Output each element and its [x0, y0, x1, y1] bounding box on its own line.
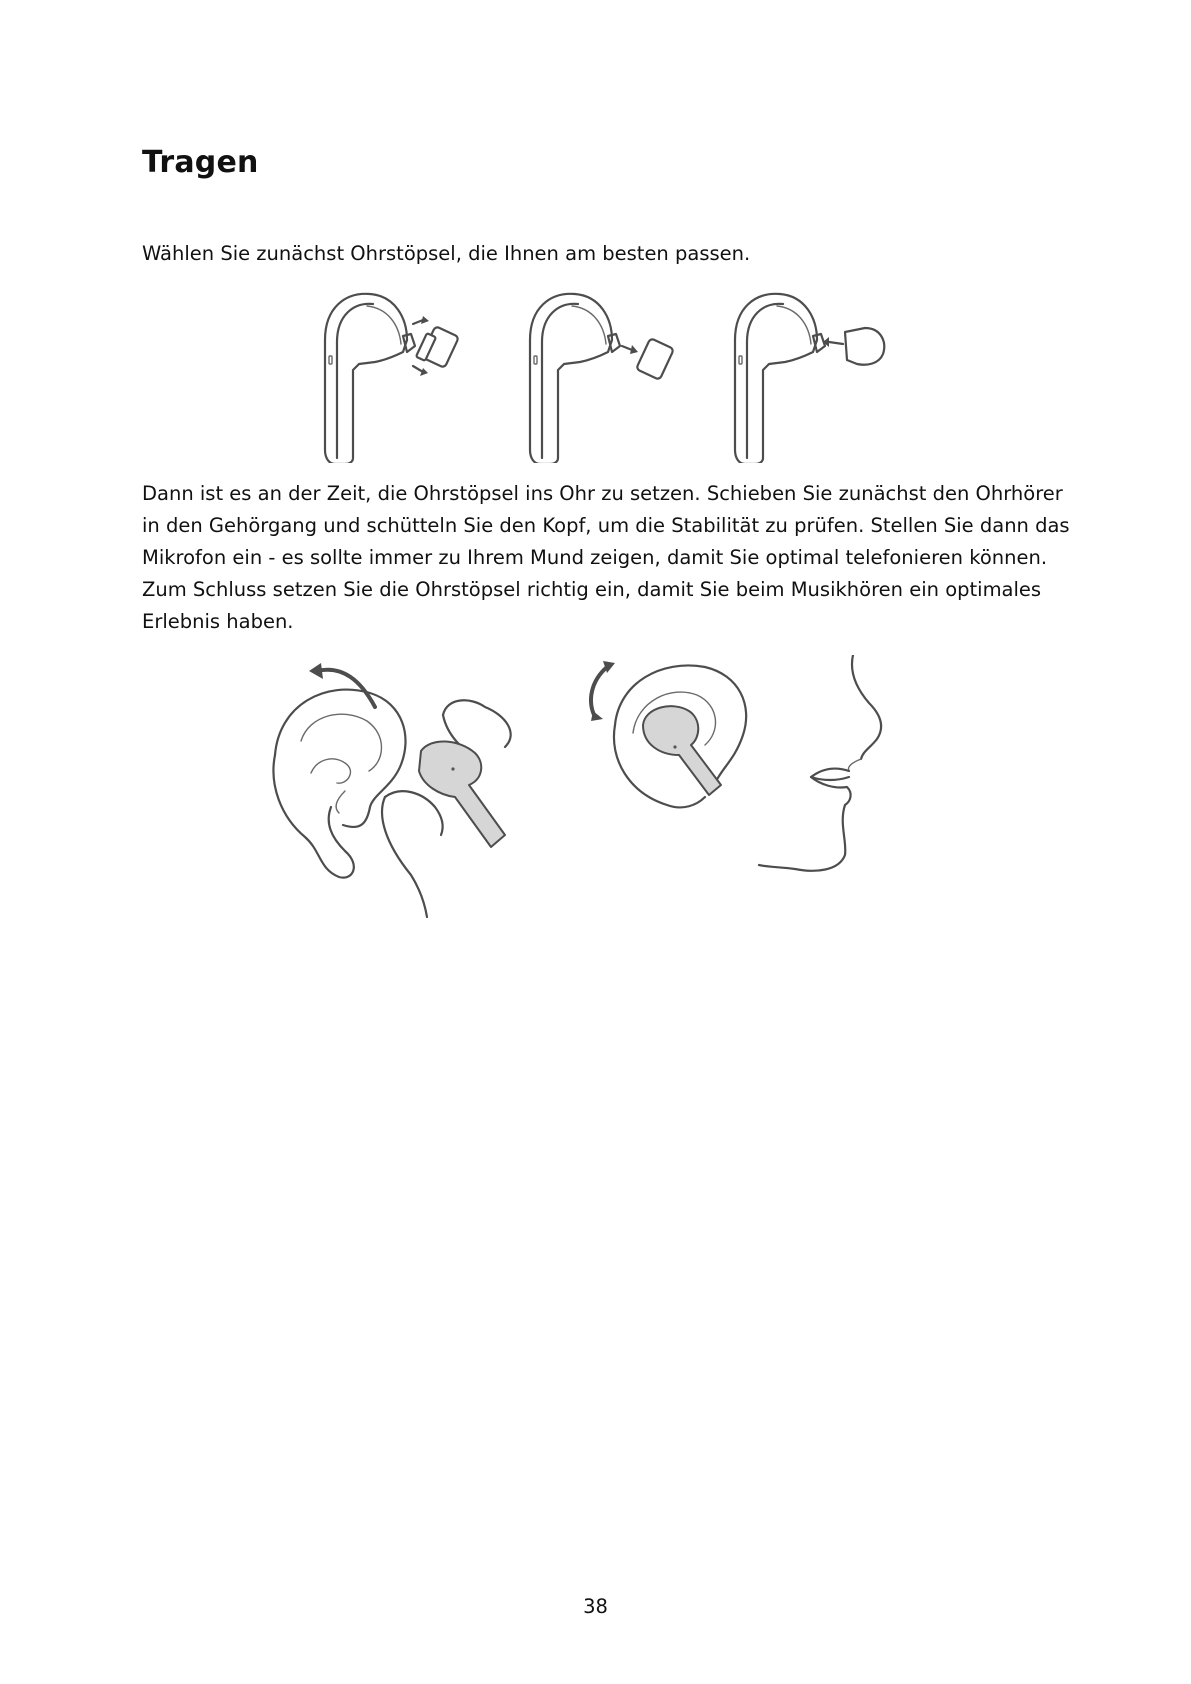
body-paragraph: Dann ist es an der Zeit, die Ohrstöpsel ins Ohr zu setzen. Schieben Sie zunächst den Ohrhörer in den Gehörgang und schütteln Sie den Kopf, um die Stabilität zu prüfen. Stellen Sie dann das Mikrofon ein - es sollte immer zu Ihrem Mund zeigen, damit Sie optimal telefonieren können. Zum Schluss setzen Sie die Ohrstöpsel richtig ein, damit Sie beim Musikhören ein optimales Erlebnis haben. — [142, 482, 1070, 633]
ear-tip-replacement-illustration — [315, 288, 925, 463]
page-number: 38 — [583, 1595, 608, 1618]
face-profile — [759, 655, 881, 871]
wearing-earbud-illustration — [235, 655, 975, 945]
earbud-step-remove — [325, 294, 459, 463]
intro-paragraph: Wählen Sie zunächst Ohrstöpsel, die Ihnen am besten passen. — [142, 242, 751, 265]
hand-holding-earbud — [382, 700, 511, 917]
ear-right-with-earbud — [614, 665, 746, 807]
earbud-step-attach — [735, 294, 884, 463]
ear-left — [273, 690, 405, 878]
page-title: Tragen — [142, 145, 259, 180]
earbud-step-swap — [530, 294, 674, 463]
adjust-arrow-right — [591, 661, 615, 721]
rotate-arrow-left — [309, 663, 375, 707]
